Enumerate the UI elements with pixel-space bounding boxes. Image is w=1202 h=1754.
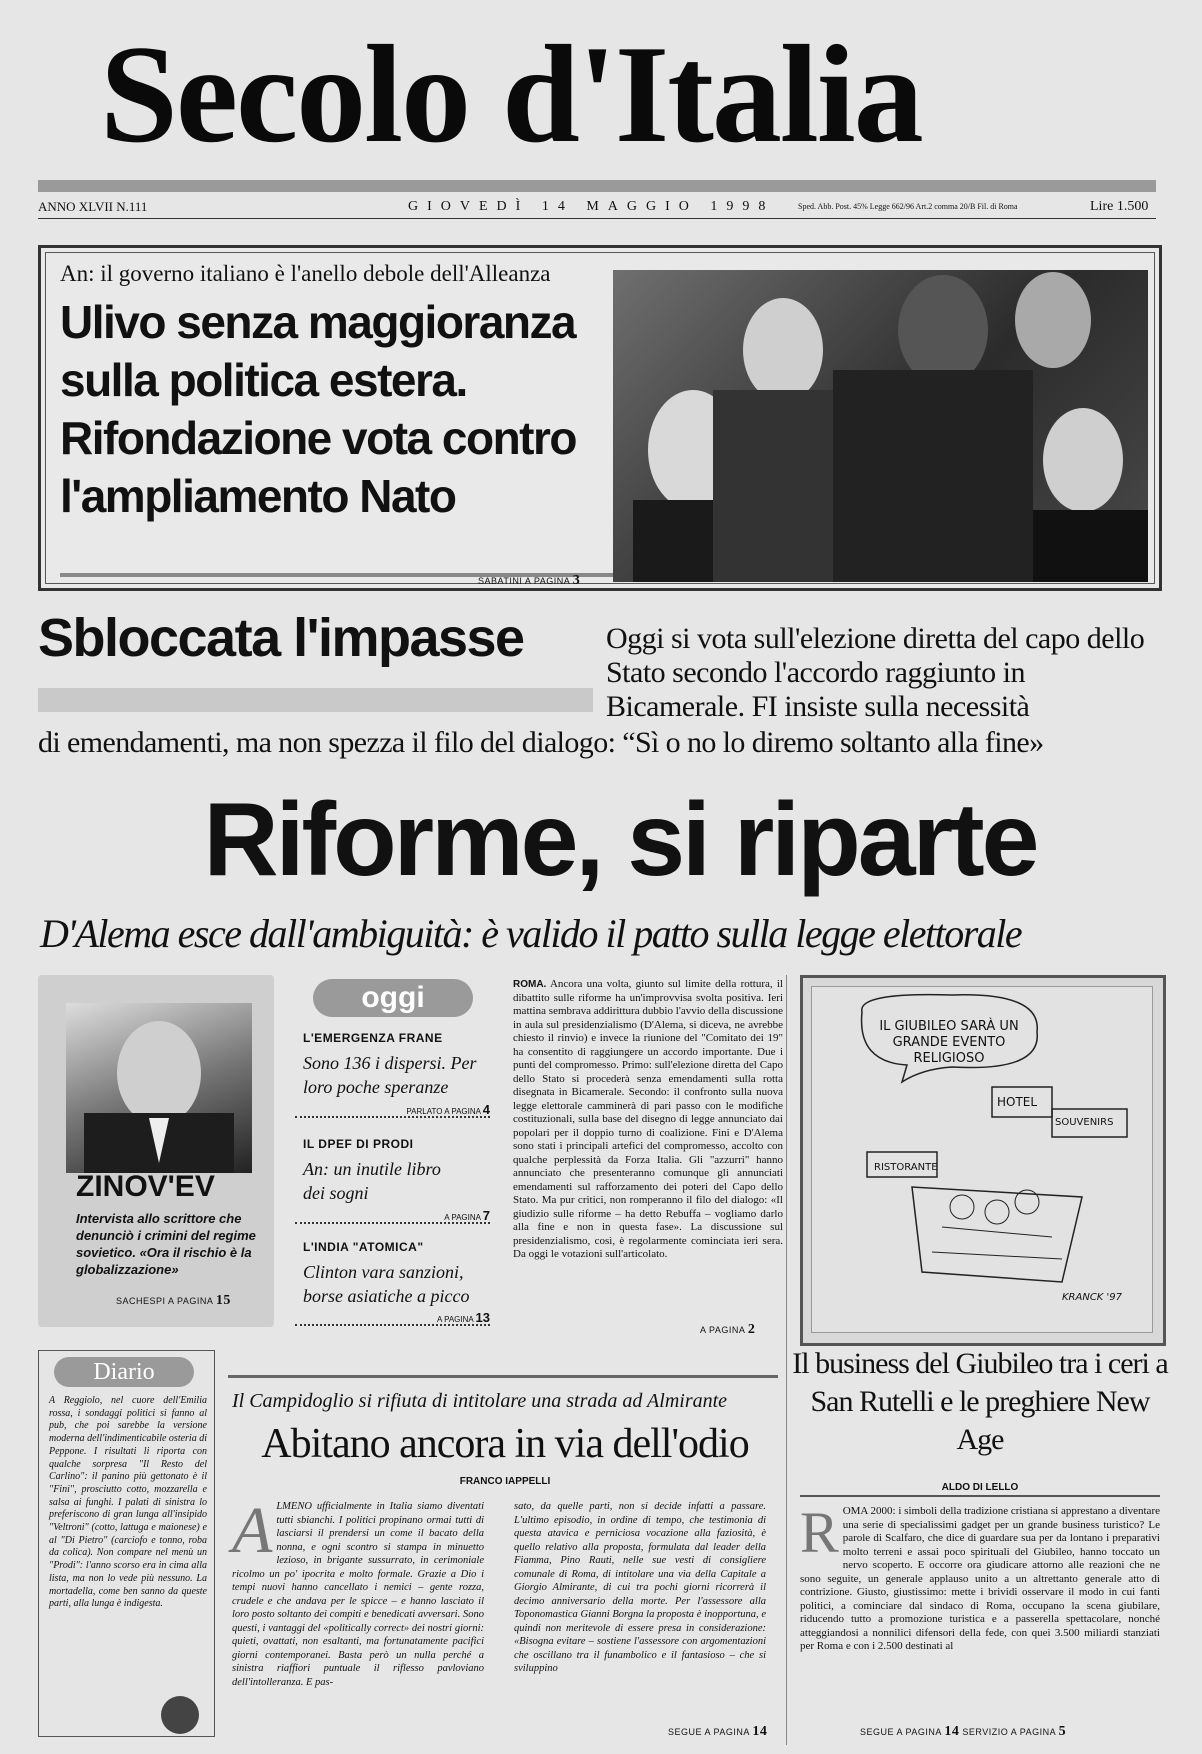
page-number: 5 [1058,1724,1067,1739]
top-story-kicker: An: il governo italiano è l'anello debole dell'Alleanza [60,261,551,286]
lead-body [513,978,783,1262]
oggi-title: oggi [313,979,473,1017]
credit-text: PARLATO A PAGINA [406,1107,481,1116]
campidoglio-dropcap: A [232,1494,273,1567]
page-number: 14 [752,1724,768,1739]
zinovev-text: Intervista allo scrittore che denunciò i crimini del regime sovietico. «Ora il rischio è la globalizzazione» [76,1211,256,1277]
credit-text: A PAGINA [444,1213,481,1222]
campidoglio-headline[interactable]: Abitano ancora in via dell'odio [261,1421,749,1467]
photo-figures [613,270,1148,582]
cartoon-sign-restaurant: RISTORANTE [874,1162,938,1173]
zinovev-box[interactable] [38,975,274,1327]
top-story-photo[interactable] [613,270,1148,582]
lead-body-text: Ancora una volta, giunto sul limite della rottura, il dibattito sulle riforme ha un'improvvisa svolta positiva. Ieri mattina sembrava addirittura dubbio l'avvio della discussione in aula sul presidenzialismo (D'Alema, si diceva, ne avrebbe chiesto il rinvio) e invece la riunione del "Comitato dei 19" ha consentito di raggiungere un accordo importante. Due i punti del compromesso. Primo: sull'elezione diretta del Capo dello Stato si procederà senza emendamenti sulla rotta disegnata in Bicamerale. Secondo: il confronto sulla nuova legge elettorale camminerà di pari passo con le modifiche costituzionali, sulla base del disegno di legge annunciato dai popolari per il doppio turno di coalizione. Fini e D'Alema sono stati i principali artefici del compromesso, accolto con qualche perplessità da Forza Italia. Gli "azzurri" hanno annunciato che presenteranno comunque gli annunciati emendamenti sul rafforzamento dei poteri del Capo dello Stato. Ma pur critici, non romperanno il filo del dialogo: «Il giudizio sulle riforme – ha detto Rebuffa – vogliamo darlo alla fine e non in questa fase». La discussione sul presidenzialismo, così, è regolarmente cominciata ieri sera. Da oggi le votazioni sull'articolato. [513,978,783,1260]
oggi-item-credit [295,1208,490,1223]
cartoon-balloon: IL GIUBILEO SARÀ UN GRANDE EVENTO RELIGIOSO [879,1019,1019,1066]
credit-text: SEGUE A PAGINA [668,1727,750,1737]
page-number: 4 [482,1102,490,1117]
oggi-divider [295,1324,490,1326]
lead-dateline: ROMA. [513,979,547,990]
headline-line: Ulivo senza maggioranza [60,296,576,348]
lead-intro-b: di emendamenti, ma non spezza il filo del dialogo: “Sì o no lo diremo soltanto alla fine» [38,726,1044,759]
campidoglio-footer [668,1724,767,1740]
giubileo-footer [860,1724,1066,1740]
diario-text: A Reggiolo, nel cuore dell'Emilia rossa, i sondaggi politici si fanno al pub, che poi sarebbe la versione moderna dell'indimenticabile osteria di Peppone. I risultati li riporta con qualche sorpresa "Il Resto del Carlino": il panino più gettonato è il "Fini", prosciutto cotto, mozzarella e salsa ai funghi. I palati di sinistra lo preferiscono di gran lunga all'insipido "Veltroni" (cotto, lattuga e maionese) e al "Di Pietro" (carciofo e tonno, roba da colica). Non compare nel menù un "Prodi": l'anno scorso era in cima alla lista, ma non lo vede più nessuno. La mortadella, come ben sanno da queste parti, alla lunga è indigesta. [49,1395,207,1610]
lead-kicker-rule [38,688,593,712]
credit-text: SACHESPI A PAGINA [116,1296,213,1306]
issue-date: GIOVEDÌ 14 MAGGIO 1998 [408,199,775,214]
zinovev-name: ZINOV'EV [76,1170,215,1203]
giubileo-body-text: OMA 2000: i simboli della tradizione cristiana si apprestano a diventare una serie di specialissimi gadget per un grande business turistico? Le parole di Scalfaro, che dice di guardare sua per da lontano i preparativi molto terreni e assai poco spirituali del Giubileo, hanno toccato un nervo scoperto. E occorre ora giudicare attorno alle reazioni che ne sono seguite, un generale applauso unito a un altrettanto generale atto di contrizione. Giusto, giustissimo: mette i brividi osservare il modo in cui fanti politici, a cominciare dal sindaco di Roma, occupano la scena giubilare, riducendo tutto a promozione turistica e a passerella spettacolare, nonché atteggiandosi a nonnilici difensori della fede, con quei 3.500 miliardi stanziati per Roma e con i 2.500 destinati al [800,1505,1160,1652]
portrait-figure [66,1003,252,1173]
cartoon-box[interactable] [800,975,1166,1346]
oggi-item-text[interactable]: Sono 136 i dispersi. Per loro poche speranze [303,1053,477,1097]
oggi-item-text[interactable]: Clinton vara sanzioni, borse asiatiche a picco [303,1262,470,1306]
dateline-rule [38,218,1156,219]
column-divider [786,975,787,1745]
zinovev-credit [116,1293,231,1309]
issue-number: ANNO XLVII N.111 [38,199,148,214]
cartoon-sign-hotel: HOTEL [997,1095,1038,1109]
oggi-item-label: L'INDIA "ATOMICA" [303,1240,424,1254]
top-story-headline[interactable] [60,293,620,525]
lead-body-credit [700,1322,755,1338]
cartoon-frame [811,986,1153,1333]
page-number: 2 [747,1322,756,1337]
giubileo-headline[interactable]: Il business del Giubileo tra i ceri a San Rutelli e le preghiere New Age [792,1347,1168,1456]
oggi-item-text[interactable]: An: un inutile libro dei sogni [303,1159,441,1203]
page-number: 14 [944,1724,960,1739]
top-story-box [38,245,1162,591]
headline-line: l'ampliamento Nato [60,470,456,522]
campidoglio-col-2: sato, da quelle parti, non si decide infatti a passare. L'ultimo episodio, in ordine di tempo, che testimonia di questa atavica e perniciosa vocazione alla faziosità, è quello relativo alla proposta, formulata dal leader della Fiamma, Pino Rauti, nelle sue vesti di consigliere comunale di Roma, di intitolare una via della Capitale a Giorgio Almirante, di cui tra pochi giorni ricorrerà il decimo anniversario della morte. Per l'assessore alla Toponomastica Gianni Borgna la proposta è inopportuna, e quindi non meritevole di essere presa in considerazione: «Bisogna evitare – sostiene l'assessore con argomentazioni che oscillano tra il funambolico e il fantasioso – che si sviluppino [514,1501,766,1674]
giubileo-dropcap: R [800,1500,839,1565]
giubileo-credit: ALDO DI LELLO [941,1482,1019,1493]
oggi-item-label: L'EMERGENZA FRANE [303,1031,443,1045]
page-number: 13 [475,1310,490,1325]
credit-text: SEGUE A PAGINA [860,1727,942,1737]
campidoglio-rule [228,1375,778,1378]
diario-box[interactable] [38,1350,215,1737]
oggi-item-credit [295,1102,490,1117]
credit-text: A PAGINA [436,1315,474,1324]
lead-intro-a: Oggi si vota sull'elezione diretta del capo dello Stato secondo l'accordo raggiunto in Bicamerale. FI insiste sulla necessità [606,622,1145,723]
lead-headline[interactable]: Riforme, si riparte [203,782,1037,898]
dateline [38,196,1158,218]
campidoglio-credit: FRANCO IAPPELLI [459,1476,551,1487]
page-number: 15 [215,1293,231,1308]
oggi-divider [295,1222,490,1224]
credit-text: A PAGINA [700,1325,745,1335]
headline-line: sulla politica estera. [60,354,467,406]
cartoon-sign-souvenirs: SOUVENIRS [1055,1117,1114,1128]
page-number: 3 [572,573,581,588]
issue-price: Lire 1.500 [1090,199,1149,214]
lead-subhead: D'Alema esce dall'ambiguità: è valido il patto sulla legge elettorale [40,911,1022,956]
giubileo-rule [800,1495,1160,1497]
credit-text: SABATINI A PAGINA [478,576,570,586]
ball-icon [161,1696,199,1734]
oggi-divider [295,1116,490,1118]
campidoglio-col-1 [232,1494,484,1689]
oggi-item-label: IL DPEF DI PRODI [303,1137,414,1151]
masthead-title: Secolo d'Italia [100,17,922,172]
credit-text: SERVIZIO A PAGINA [962,1727,1056,1737]
oggi-box [295,975,495,1327]
top-story-frame [45,252,1155,588]
diario-title: Diario [54,1357,194,1387]
giubileo-body [800,1500,1160,1654]
cartoon-signature: KRANCK '97 [1062,1292,1123,1303]
campidoglio-kicker: Il Campidoglio si rifiuta di intitolare una strada ad Almirante [232,1390,728,1412]
campidoglio-col-1-text: LMENO ufficialmente in Italia siamo diventati tutti sbianchi. I politici propinano ormai tutti di lasciarsi il prendersi un come il bacato della nonna, e ogni scontro si stampa in minuetto lezioso, in brigante sussurrato, in cerimoniale ricolmo un po' ipocrita e molto formale. Grazie a Dio i tempi nuovi hanno cancellato i nemici – gente rozza, crudele e che andava per le spicce – e hanno lasciato il loro posto soltanto dei compiti e benedicati avversari. Sono questi, i vantaggi del «politically correct» dei nostri giorni: quieti, ovattati, non esaltanti, ma fortunatamente pacifici giorni contemporanei. Basta però un nulla perché a sinistra riaffiori puntuale il riflesso pavloviano dell'intolleranza. E pas- [232,1501,484,1688]
oggi-item-credit [295,1310,490,1325]
headline-line: Rifondazione vota contro [60,412,576,464]
top-story-credit [478,573,580,589]
zinovev-photo [66,1003,252,1173]
lead-kicker: Sbloccata l'impasse [38,608,524,668]
masthead-rule [38,180,1156,192]
postal-notice: Sped. Abb. Post. 45% Legge 662/96 Art.2 comma 20/B Fil. di Roma [798,202,1018,211]
page-number: 7 [482,1208,490,1223]
